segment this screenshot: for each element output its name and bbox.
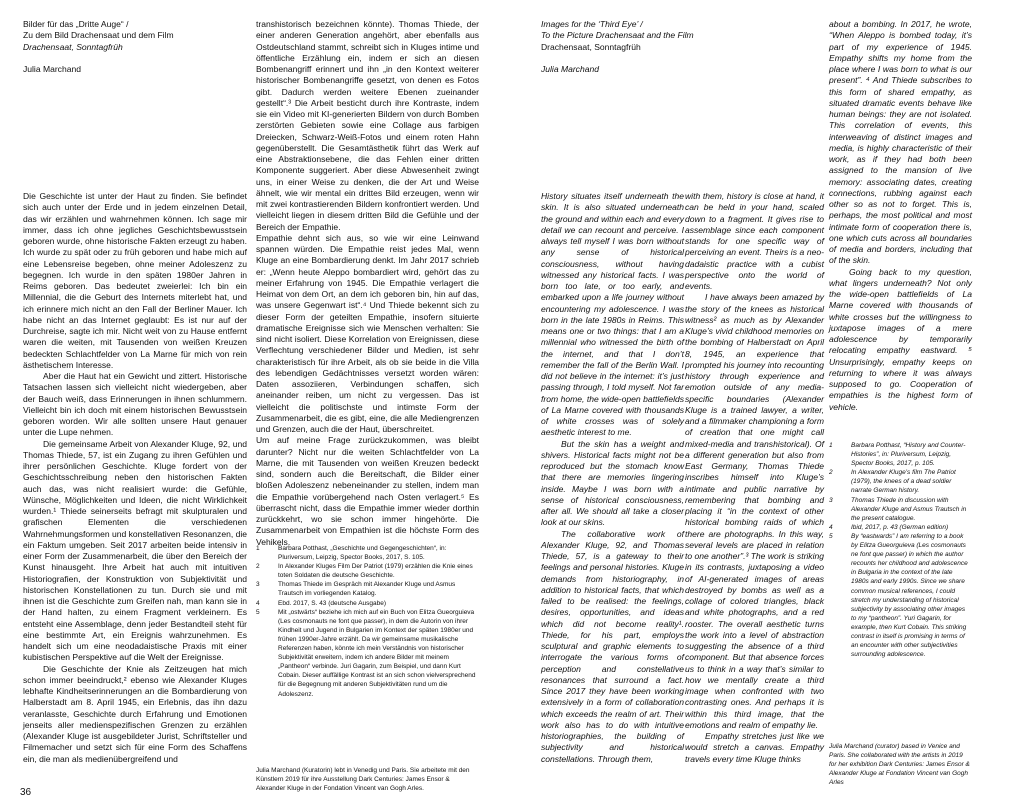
footnote (256, 580, 478, 598)
footnote-text: Barbara Potthast, „Geschichte und Gegengeschichten“, in: Pluriversum, Leipzig, Spector Books, 2017, S. 105. (278, 545, 447, 562)
english-footnotes (829, 441, 972, 659)
german-title-block (23, 19, 174, 75)
footnote-text: In Alexander Kluges Film Der Patriot (1979) erzählen die Knie eines toten Soldaten die deutsche Geschichte. (278, 563, 473, 580)
paragraph: The collaborative work of Alexander Kluge, 92, and Thomas Thiede, 57, is a gateway to their feelings and personal histories. Kluge demands from historiography, in addition to historical facts, that which failed to be realised: the feelings, desires, opportunities, and ideas which did not become reality¹. Thiede, for his part, employs sculptural and graphic elements to interrogate the various forms of perception and constellative resonances that surround a fact. Since 2017 they have been working extensively in a form of collaboration which exceeds the realm of art. Their work also has to do with intuitive historiographies, the building of subjectivity and historical constellations. Through them, (541, 528, 684, 764)
paragraph: Empathy stretches just like we would stretch a canvas. Empathy travels every time Kluge thinks (685, 731, 824, 764)
paragraph: with them, history is close at hand, it can be held in your hand, scaled down to a fragment. It gives rise to assemblage since each component stands for one specific way of perceiving an event. Theirs is a neo-dadaistic practice with a cubist perspective onto the world of events. (685, 191, 824, 291)
paragraph: about a bombing. In 2017, he wrote, “When Aleppo is bombed today, it’s part of my experience of 1945. Empathy shifts my home from the place where I was born to what is our present”. ⁴ And Thiede subscribes to this form of shared empathy, as situated dramatic events behave like human beings: they are not isolated. This correlation of events, this interweaving of distinct images and media, is highly characteristic of their work, as if they had both been assigned to the mansion of live memory: associating dates, creating connections, rubbing against each other so as not to forget. This is, perhaps, the most political and most intimate form of cooperation there is, one which cuts across all boundaries of media and borders, including that of the skin. (829, 19, 972, 266)
footnote-text: Thomas Thiede in discussion with Alexander Kluge and Asmus Trautsch in the present catalogue. (851, 496, 967, 522)
footnote-number: 3 (829, 496, 833, 504)
german-column-2 (256, 19, 479, 548)
footnote (256, 608, 478, 699)
german-title-line1: Bilder für das „Dritte Auge“ / (23, 19, 129, 29)
paragraph: Aber die Haut hat ein Gewicht und zittert. Historische Tatsachen lassen sich vielleicht nicht wiedergeben, aber der Bauch weiß, dass Erinnerungen in ihnen schlummern. Vielleicht bin ich doch mit einem historischen Bewusstsein geboren worden. Wir alle sollten unsere Haut genauer unter die Lupe nehmen. (23, 371, 247, 438)
footnote (256, 544, 478, 562)
footnote-number: 5 (256, 608, 260, 616)
german-author: Julia Marchand (23, 64, 81, 74)
footnote-number: 1 (256, 545, 260, 552)
german-author-bio: Julia Marchand (Kuratorin) lebt in Venedig und Paris. Sie arbeitete mit den Künstlern 2019 für ihre Ausstellung Dark Centuries: James Ensor & Alexander Kluge in der Fondation Vincent van Gogh Arles. (256, 767, 470, 793)
footnote-text: Barbara Potthast, “History and Counter-Histories”, in: Pluriversum, Leipzig, Spector Books, 2017, p. 105. (851, 442, 966, 468)
footnote-number: 3 (256, 581, 260, 589)
footnote (829, 523, 972, 532)
paragraph: Um auf meine Frage zurückzukommen, was bleibt darunter? Nicht nur die weiten Schlachtfelder von La Marne, die mit Tausenden von weißen Kreuzen bedeckt sind, sondern auch die Bereitschaft, die Bilder einer bloßen Adoleszenz nebeneinander zu stellen, indem man die Empathie vorübergehend nach Osten verlagert.⁵ Es überrascht nicht, dass die Empathie immer wieder dorthin zurückkehrt, wo sie schon immer hingehörte. Die Zusammenarbeit von Empathien ist die höchste Form des Vehikels. (256, 435, 479, 547)
footnote-text: By “eastwards” I am referring to a book by Elitza Gueorguieva (Les cosmonauts ne font que passer) in which the author recounts her childhood and adolescence in Bulgaria in the context of the late 1980s and early 1990s. Since we share common musical references, I could stretch my understanding of historical subjectivity by associating other images to my “pantheon”. Yuri Gagarin, for example, then Kurt Cobain. This striking contrast in itself is promising in terms of an encounter with other subjectivities surrounding adolescence. (851, 532, 968, 659)
german-title-line2: Zu dem Bild Drachensaat und dem Film (23, 30, 174, 41)
german-footnotes (256, 544, 478, 699)
english-column-1 (541, 191, 684, 765)
footnote (829, 468, 972, 495)
paragraph: I have always been amazed by the story of the knees as historical witness² as much as by Alexander Kluge’s vivid childhood memories on the bombing of Halberstadt on April 8, 1945, an experience that prompted his journey into recounting history through experience and emotion outside of any media-specific boundaries (Alexander Kluge is a trained lawyer, a writer, and a filmmaker championing a form of creation that one might call mixed-media and transhistorical). Of a different generation but also from East Germany, Thomas Thiede inscribes himself into Kluge’s intimate and public narrative by remembering that bombing and placing it “in the context of other historical bombing raids of which there are photographs. In this way, several levels are placed in relation to one another”.³ The work is striking in its contrasts, juxtaposing a video of AI-generated images of areas destroyed by bombs as well as a collage of colored triangles, black and white photographs, and a red rooster. The overall aesthetic turns the work into a level of abstraction suggesting the absence of a third component. But that absence forces us to think in a way that’s similar to how we mentally create a third image when confronted with two contrasting ones. And perhaps it is within this third image, that the emotions and realm of empathy lie. (685, 292, 824, 730)
english-column-3 (829, 19, 972, 413)
footnote-text: Mit „ostwärts“ beziehe ich mich auf ein Buch von Elitza Gueorguieva (Les cosmonauts ne font que passer), in dem die Autorin von ihrer Kindheit und Jugend in Bulgarien im Kontext der späten 1980er und frühen 1990er-Jahre erzählt. Da wir gemeinsame musikalische Referenzen haben, könnte ich mein Verständnis von historischer Subjektivität erweitern, indem ich andere Bilder mit meinem „Pantheon“ verbinde. Juri Gagarin, zum Beispiel, und dann Kurt Cobain. Dieser auffällige Kontrast ist an sich schon vielversprechend für die Begegnung mit anderen Subjektivitäten rund um die Adoleszenz. (278, 608, 476, 698)
footnote-number: 1 (829, 442, 833, 449)
english-author: Julia Marchand (541, 64, 599, 74)
german-column-1 (23, 191, 247, 765)
footnote-text: Ebd. 2017, S. 43 (deutsche Ausgabe) (278, 599, 387, 607)
paragraph: transhistorisch bezeichnen könnte). Thomas Thiede, der einer anderen Generation angehört, aber ebenfalls aus Ostdeutschland stammt, schreibt sich in Kluges intime und öffentliche Erzählung ein, indem er sich an diesen Bombenangriff erinnert und ihn „in den Kontext weiterer historischer Bombenangriffe gesetzt, von denen es Fotos gibt. Dadurch werden weitere Ebenen zueinander gestellt“.³ Die Arbeit besticht durch ihre Kontraste, indem sie ein Video mit KI-generierten Bildern von durch Bomben zerstörten Gebieten sowie eine Collage aus farbigen Dreiecken, Schwarz-Weiß-Fotos und einem roten Hahn gegenüberstellt. Die Gesamtästhetik führt das Werk auf eine Abstraktionsebene, die das Fehlen einer dritten Komponente suggeriert. Aber diese Abwesenheit zwingt uns, in einer Weise zu denken, die der Art und Weise ähnelt, wie wir mental ein drittes Bild erzeugen, wenn wir mit zwei kontrastierenden Bildern konfrontiert werden. Und vielleicht liegen in diesem dritten Bild die Gefühle und der Bereich der Empathie. (256, 19, 479, 232)
footnote-number: 4 (829, 523, 833, 531)
paragraph: Die Geschichte ist unter der Haut zu finden. Sie befindet sich auch unter der Erde und in jedem einzelnen Detail, das wir erzählen und wahrnehmen können. Ich sage mir immer, dass ich ohne jegliches Geschichtsbewusstsein geboren wurde, ohne historische Fakten erzeugt zu haben. Ich wurde zu spät oder zu früh geboren und habe mich auf eine Lebensreise begeben, ohne meiner Adoleszenz zu begegnen. Ich wurde in den späten 1980er Jahren in Reims geboren. Das bedeutet zweierlei: Ich bin ein Millennial, die die Geburt des Internets miterlebt hat, und ich erinnere mich nicht an den Fall der Berliner Mauer. Ich habe nicht an das Internet geglaubt: Es ist nur auf der Durchreise, sagte ich mir. Nicht weit von zu Hause entfernt waren die weiten, mit Tausenden von weißen Kreuzen bedeckten Schlachtfelder von La Marne für mich von rein ästhetischem Interesse. (23, 191, 247, 370)
footnote-number: 2 (829, 469, 833, 477)
english-column-2 (685, 191, 824, 765)
footnote (829, 441, 972, 468)
footnote-number: 5 (829, 532, 833, 540)
english-title-line3: Drachensaat, Sonntagfrüh (541, 41, 641, 52)
footnote (829, 532, 972, 659)
paragraph: Empathie dehnt sich aus, so wie wir eine Leinwand spannen würden. Die Empathie reist jedes Mal, wenn Kluge an eine Bombardierung denkt. Im Jahr 2017 schrieb er: „Wenn heute Aleppo bombardiert wird, gehört das zu meiner Erfahrung von 1945. Die Empathie verlagert die Heimat von dem Ort, an dem ich geboren bin, hin auf das, was unsere Gegenwart ist“.⁴ Und Thiede bekennt sich zu dieser Form der geteilten Empathie, insofern situierte dramatische Ereignisse sich wie Menschen verhalten: Sie sind nicht isoliert. Diese Korrelation von Ereignissen, diese Verflechtung verschiedener Bilder und Medien, ist sehr charakteristisch für ihre Arbeit, als ob sie beide in die Villa des lebendigen Gedächtnisses versetzt worden wären: Daten assoziieren, Verbindungen schaffen, sich aneinander reiben, um nicht zu vergessen. Das ist vielleicht die politischste und intimste Form der Zusammenarbeit, die es gibt, eine, die alle Mediengrenzen und Grenzen, auch die der Haut, überschreitet. (256, 232, 479, 434)
footnote (256, 562, 478, 580)
page-number: 36 (20, 787, 32, 798)
english-title-line1: Images for the ‘Third Eye’ / (541, 19, 643, 29)
footnote-text: Thomas Thiede im Gespräch mit Alexander Kluge und Asmus Trautsch im vorliegenden Katalog. (278, 581, 456, 598)
footnote (256, 599, 478, 608)
german-title-line3: Drachensaat, Sonntagfrüh (23, 41, 123, 52)
paragraph: Die Geschichte der Knie als Zeitzeugen hat mich schon immer beeindruckt,² ebenso wie Alexander Kluges lebhafte Kindheitserinnerungen an die Bombardierung von Halberstadt am 8. April 1945, ein Erlebnis, das ihn dazu veranlasste, Geschichte durch Erfahrung und Emotionen jenseits aller medienspezifischen Grenzen zu erzählen (Alexander Kluge ist ausgebildeter Jurist, Schriftsteller und Filmemacher und setzt sich für eine Form des Schaffens ein, die man als medienübergreifend und (23, 663, 247, 764)
paragraph: Die gemeinsame Arbeit von Alexander Kluge, 92, und Thomas Thiede, 57, ist ein Zugang zu ihren Gefühlen und ihrer persönlichen Geschichte. Kluge fordert von der Geschichtsschreibung neben den historischen Fakten auch das, was nicht realisiert wurde: die Gefühle, Wünsche, Möglichkeiten und Ideen, die nicht Wirklichkeit wurden.¹ Thiede seinerseits befragt mit skulpturalen und grafischen Elementen die verschiedenen Wahrnehmungsformen und konstellativen Resonanzen, die ein Faktum umgeben. Seit 2017 arbeiten beide intensiv in einer Form der Zusammenarbeit, die über den Bereich der Kunst hinausgeht. Ihre Arbeit hat auch mit intuitiven Historiografien, der Konstruktion von Subjektivität und historischen Konstellationen zu tun. Durch sie und mit ihnen ist die Geschichte zum Greifen nah, man kann sie in der Hand halten, zu einem Fragment verkleinern. Es entsteht eine Assemblage, denn jeder Bestandteil steht für eine bestimmte Art, ein Ereignis wahrzunehmen. Es handelt sich um eine neodadaistische Praxis mit einer kubistischen Perspektive auf die Welt der Ereignisse. (23, 438, 247, 663)
footnote-number: 4 (256, 599, 260, 607)
footnote (829, 496, 972, 523)
paragraph: Going back to my question, what lingers underneath? Not only the wide-open battlefields of La Marne covered with thousands of white crosses but the willingness to juxtapose images of a mere adolescence by temporarily relocating empathy eastward. ⁵ Unsurprisingly, empathy keeps on returning to where it was always supposed to go. Cooperation of empathies is the highest form of vehicle. (829, 266, 972, 412)
footnote-text: Ibid, 2017, p. 43 (German edition) (851, 523, 949, 531)
paragraph: History situates itself underneath the skin. It is also situated underneath the ground and within each and every detail we can recount and perceive. I always tell myself I was born without any sense of historical consciousness, without having witnessed any historical facts. I was born too late, or too early, and embarked upon a life journey without encountering my adolescence. I was born in the late 1980s in Reims. This means one or two things: that I am a millennial who witnessed the birth of the internet, and that I don’t remember the fall of the Berlin Wall. I did not believe in the internet: it’s just passing through, I told myself. Not far from home, the wide-open battlefields of La Marne covered with thousands of white crosses was of solely aesthetic interest to me. (541, 191, 684, 438)
footnote-text: In Alexander Kluge’s film The Patriot (1979), the knees of a dead soldier narrate German history. (851, 469, 956, 495)
paragraph: But the skin has a weight and shivers. Historical facts might not be reproduced but the stomach know that there are memories lingering inside. Maybe I was born with a sense of historical consciousness, after all. We should all take a closer look at our skins. (541, 438, 684, 528)
english-title-line2: To the Picture Drachensaat and the Film (541, 30, 694, 41)
english-title-block (541, 19, 694, 75)
footnote-number: 2 (256, 563, 260, 571)
english-author-bio: Julia Marchand (curator) based in Venice and Paris. She collaborated with the artists in 2019 for her exhibition Dark Centuries: James Ensor & Alexander Kluge at Fondation Vincent van Gogh Arles (829, 743, 970, 787)
